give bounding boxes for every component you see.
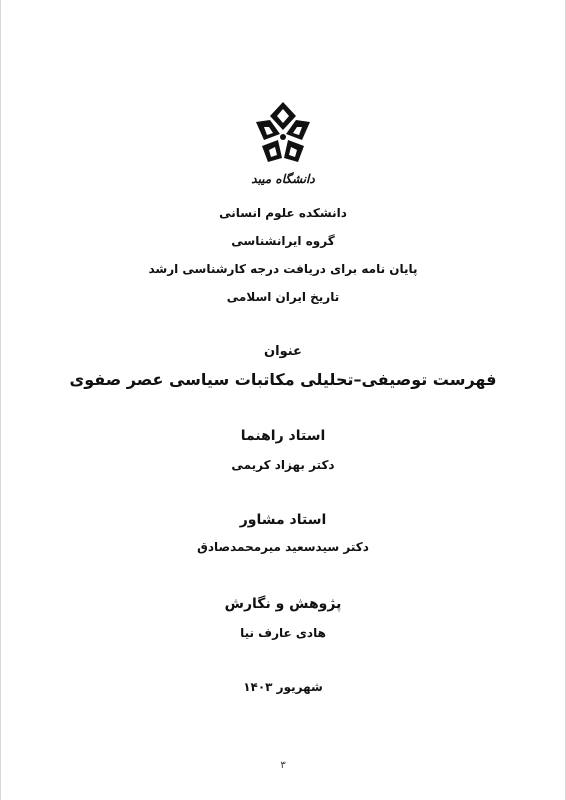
supervisor-label: استاد راهنما: [240, 428, 326, 444]
university-logo-text: دانشگاه میبد: [251, 172, 315, 186]
title-label: عنوان: [264, 344, 302, 359]
thesis-title: فهرست توصیفی–تحلیلی مکاتبات سیاسی عصر صفوی: [69, 370, 497, 389]
university-emblem-icon: [248, 100, 318, 172]
advisor-name: دکتر سیدسعید میرمحمدصادق: [197, 540, 369, 554]
submission-date: شهریور ۱۴۰۳: [243, 680, 323, 694]
author-label: پژوهش و نگارش: [224, 596, 342, 612]
department-name: گروه ایرانشناسی: [231, 234, 335, 248]
field-of-study: تاریخ ایران اسلامی: [226, 290, 340, 304]
degree-statement: پایان نامه برای دریافت درجه کارشناسی ارشد: [148, 262, 418, 276]
advisor-label: استاد مشاور: [239, 512, 327, 528]
supervisor-name: دکتر بهزاد کریمی: [231, 458, 335, 472]
page-number: ۳: [280, 760, 286, 771]
faculty-name: دانشکده علوم انسانی: [219, 206, 347, 220]
author-name: هادی عارف نیا: [240, 626, 326, 640]
university-logo: [1, 100, 565, 176]
